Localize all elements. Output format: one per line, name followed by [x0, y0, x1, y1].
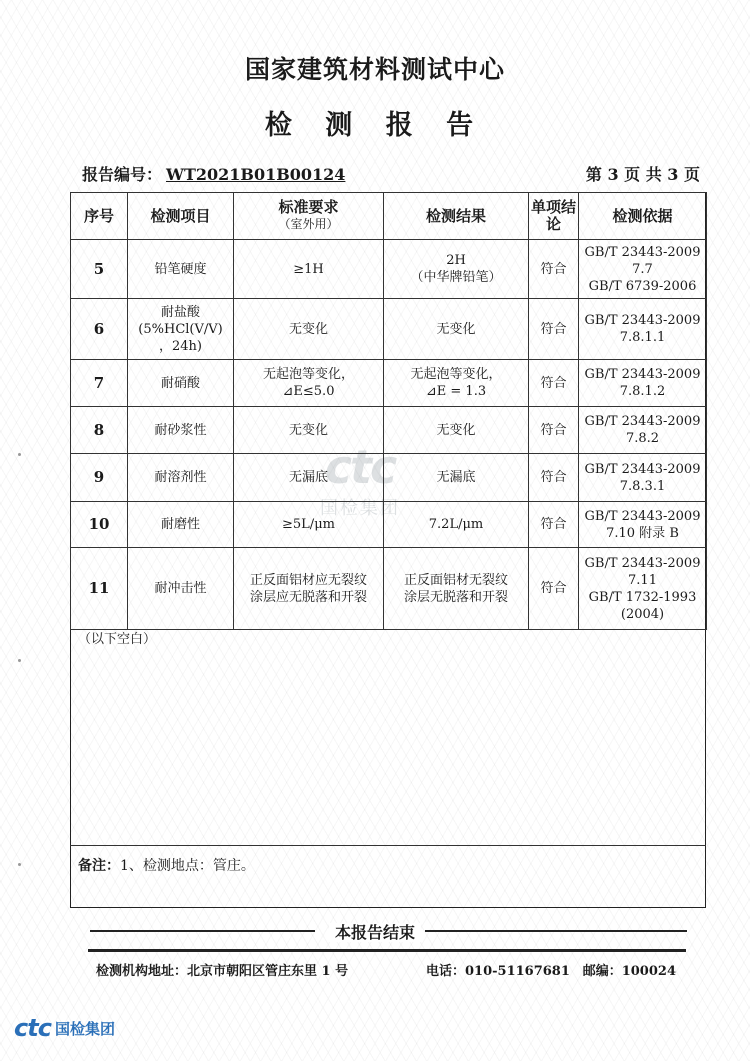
basis-line: 7.11 [628, 572, 657, 588]
row-conclusion: 符合 [529, 240, 579, 299]
row-no: 6 [71, 299, 128, 360]
row-item-sub: ，24h) [159, 338, 202, 354]
basis-line: 7.8.3.1 [619, 478, 666, 494]
row-no: 5 [71, 240, 128, 299]
scan-dot [18, 659, 21, 662]
row-result: 7.2L/μm [384, 502, 529, 548]
row-result-main: 无起泡等变化， [410, 367, 502, 382]
row-basis [579, 454, 707, 502]
results-table [70, 192, 707, 630]
basis-line: 7.10 附录 B [606, 525, 679, 541]
basis-line: (2004) [620, 606, 665, 622]
report-number-value: WT2021B01B00124 [166, 165, 346, 184]
page-info: 第 3 页 共 3 页 [585, 165, 700, 184]
row-result-sub: ⊿E = 1.3 [425, 384, 487, 399]
row-basis [579, 502, 707, 548]
header-standard [234, 193, 384, 240]
row-conclusion: 符合 [529, 407, 579, 454]
header-no: 序号 [71, 193, 128, 240]
header-conclusion: 单项结论 [529, 193, 579, 240]
row-result: 无变化 [384, 407, 529, 454]
table-row [71, 360, 707, 407]
row-standard: 无变化 [234, 299, 384, 360]
row-standard-sub: 涂层应无脱落和开裂 [249, 589, 367, 605]
row-item: 耐冲击性 [128, 548, 234, 630]
basis-line: 7.8.1.2 [619, 384, 666, 399]
row-standard [234, 360, 384, 407]
header-result: 检测结果 [384, 193, 529, 240]
table-row [71, 548, 707, 630]
row-standard-main: 正反面铝材应无裂纹 [249, 572, 367, 588]
row-standard: 无变化 [234, 407, 384, 454]
row-result-main: 2H [446, 253, 466, 268]
table-row [71, 299, 707, 360]
remarks-label: 备注： [78, 858, 120, 874]
row-no: 8 [71, 407, 128, 454]
end-of-report [0, 920, 750, 943]
basis-line: GB/T 23443-2009 [584, 508, 701, 524]
row-result: 无变化 [384, 299, 529, 360]
row-item: 耐磨性 [128, 502, 234, 548]
remarks [78, 855, 255, 875]
basis-line: GB/T 1732-1993 [588, 589, 697, 605]
brand-logo-text: 国检集团 [54, 1019, 115, 1038]
brand-logo [14, 1014, 115, 1042]
row-basis [579, 407, 707, 454]
row-basis [579, 360, 707, 407]
basis-line: 7.8.2 [625, 431, 660, 446]
row-basis [579, 299, 707, 360]
row-standard: ≥1H [234, 240, 384, 299]
row-result-main: 正反面铝材无裂纹 [403, 572, 508, 588]
footer-phone: 电话：010-51167681 [426, 964, 570, 979]
row-basis [579, 548, 707, 630]
report-number [82, 162, 345, 185]
row-no: 9 [71, 454, 128, 502]
row-result-sub: 涂层无脱落和开裂 [403, 589, 508, 605]
row-standard-main: 无起泡等变化， [262, 367, 354, 382]
scan-dot [18, 453, 21, 456]
table-row [71, 454, 707, 502]
row-conclusion: 符合 [529, 299, 579, 360]
header-standard-sub: （室外用） [278, 217, 339, 231]
basis-line: GB/T 23443-2009 [584, 461, 701, 477]
row-conclusion: 符合 [529, 502, 579, 548]
table-row [71, 502, 707, 548]
header-standard-label: 标准要求 [278, 198, 339, 216]
row-item-sub: (5%HCl(V/V) [138, 321, 223, 337]
row-conclusion: 符合 [529, 548, 579, 630]
blank-note: （以下空白） [78, 632, 157, 647]
footer-rule [88, 949, 686, 952]
basis-line: GB/T 23443-2009 [584, 313, 701, 328]
report-number-label: 报告编号： [82, 165, 163, 184]
end-of-report-label: 本报告结束 [329, 923, 421, 942]
row-standard: 无漏底 [234, 454, 384, 502]
remarks-divider [70, 845, 706, 846]
row-item: 耐硝酸 [128, 360, 234, 407]
row-conclusion: 符合 [529, 360, 579, 407]
header-item: 检测项目 [128, 193, 234, 240]
brand-logo-mark: ctc [14, 1014, 51, 1042]
row-item: 耐砂浆性 [128, 407, 234, 454]
basis-line: GB/T 23443-2009 [584, 367, 701, 382]
row-result [384, 360, 529, 407]
row-standard [234, 548, 384, 630]
header-basis: 检测依据 [579, 193, 707, 240]
basis-line: GB/T 23443-2009 [584, 414, 701, 429]
page-title: 国家建筑材料测试中心 [244, 55, 505, 84]
table-header-row [71, 193, 707, 240]
row-no: 7 [71, 360, 128, 407]
row-no: 10 [71, 502, 128, 548]
row-standard-sub: ⊿E≤5.0 [282, 384, 335, 399]
watermark-text: 国检集团 [320, 498, 400, 519]
table-row [71, 407, 707, 454]
basis-line: 7.8.1.1 [619, 330, 666, 345]
footer-address: 检测机构地址：北京市朝阳区管庄东里 1 号 [96, 964, 349, 979]
basis-line: 7.7 [632, 261, 653, 277]
row-result [384, 240, 529, 299]
row-result: 无漏底 [384, 454, 529, 502]
row-no: 11 [71, 548, 128, 630]
row-basis [579, 240, 707, 299]
row-result-sub: （中华牌铅笔） [410, 270, 502, 285]
row-item: 耐溶剂性 [128, 454, 234, 502]
watermark-mark: ctc [324, 440, 396, 494]
scan-dot [18, 863, 21, 866]
basis-line: GB/T 6739-2006 [588, 278, 697, 294]
remarks-text: 1、检测地点：管庄。 [120, 858, 255, 874]
row-result [384, 548, 529, 630]
basis-line: GB/T 23443-2009 [584, 244, 701, 260]
row-item [128, 299, 234, 360]
row-item: 铅笔硬度 [128, 240, 234, 299]
report-title: 检 测 报 告 [264, 110, 486, 141]
row-standard: ≥5L/μm [234, 502, 384, 548]
row-item-main: 耐盐酸 [160, 304, 200, 320]
row-conclusion: 符合 [529, 454, 579, 502]
basis-line: GB/T 23443-2009 [584, 555, 701, 571]
table-row [71, 240, 707, 299]
footer-zip: 邮编：100024 [582, 964, 676, 979]
